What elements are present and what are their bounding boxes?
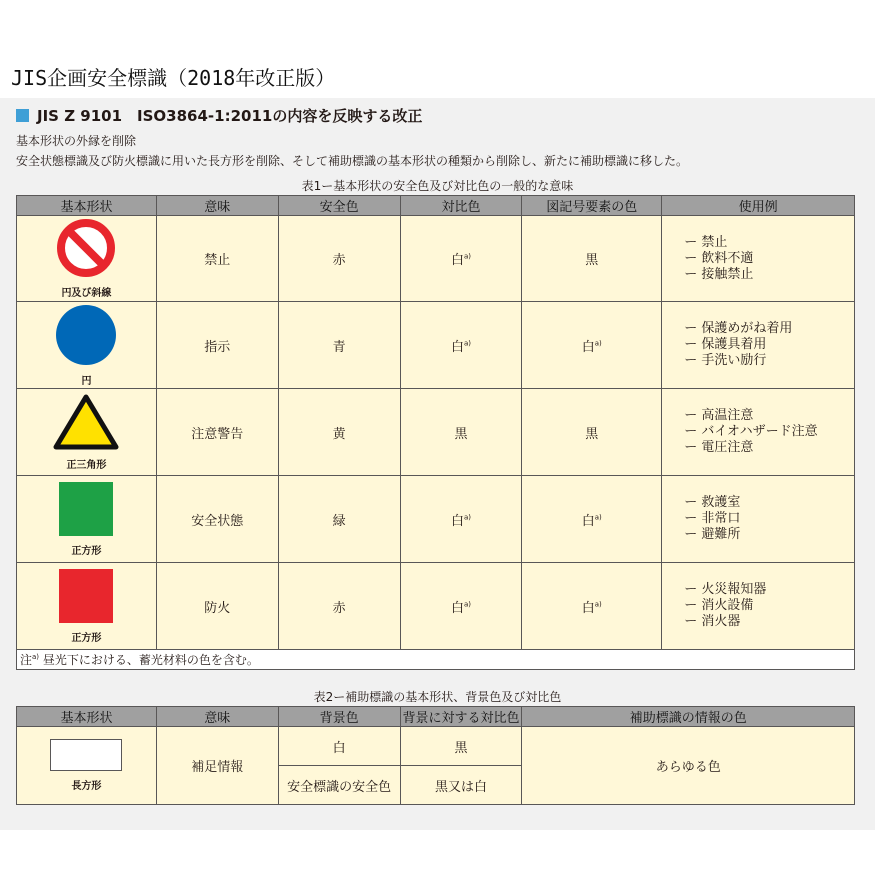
example-item: ー 高温注意 [684,408,754,423]
table2-caption: 表2ー補助標識の基本形状、背景色及び対比色 [313,690,562,704]
symbol-color-text: 黒 [585,253,599,268]
example-item: ー 避難所 [684,527,741,542]
footnote-marker: a) [594,600,602,609]
examples-cell [662,216,855,302]
safety-color-cell: 青 [278,302,400,389]
table1 [16,195,855,670]
shape-label: 長方形 [71,781,102,792]
footnote-marker: a) [463,252,471,261]
shape-label: 円及び斜線 [61,288,112,299]
shape-label: 正三角形 [66,459,107,471]
contrast-color-cell [400,563,522,650]
footnote-marker: a) [594,339,602,348]
examples-cell [662,302,855,389]
shape-cell [17,563,157,650]
header-cell: 図記号要素の色 [522,196,662,216]
table-row [17,727,855,766]
table1-note [17,650,855,670]
symbol-color-text: 黒 [585,426,599,442]
table-row [17,216,855,302]
meaning-cell: 防火 [156,563,278,650]
white-rectangle-icon [50,739,122,771]
footnote-marker: a) [463,600,471,609]
symbol-color-cell [522,563,662,650]
background-color-cell: 安全標識の安全色 [278,766,400,805]
contrast-color-text: 白 [450,339,464,355]
footnote-marker: a) [463,339,471,348]
symbol-color-text: 白 [581,339,595,355]
contrast-color-text: 白 [450,600,464,616]
header-cell: 基本形状 [17,707,157,727]
symbol-color-text: 白 [581,513,595,529]
contrast-color-cell: 黒又は白 [400,766,522,805]
example-item: ー 保護めがね着用 [684,321,793,336]
example-item: ー バイオハザード注意 [684,424,818,439]
shape-cell [17,302,157,389]
meaning-cell: 注意警告 [156,389,278,476]
table-row [17,563,855,650]
section-heading-text: JIS Z 9101 ISO3864-1:2011の内容を反映する改正 [37,107,423,125]
header-cell: 安全色 [278,196,400,216]
example-item: ー 保護具着用 [684,337,767,352]
contrast-color-text: 白 [450,253,464,268]
footnote-marker: a) [594,513,602,522]
shape-cell [17,476,157,563]
table2 [16,706,855,805]
table-row [17,302,855,389]
example-item: ー 飲料不適 [684,250,754,266]
paragraph-1: 基本形状の外縁を削除 [16,134,137,148]
symbol-color-cell [522,476,662,563]
contrast-color-cell [400,476,522,563]
header-cell: 対比色 [400,196,522,216]
safety-color-cell: 緑 [278,476,400,563]
page-title: JIS企画安全標識（2018年改正版） [11,66,336,90]
shape-cell [17,727,157,805]
example-item: ー 電圧注意 [684,440,754,455]
red-square-icon [59,569,113,623]
prohibition-circle-icon [56,218,116,278]
table1-note-row [17,650,855,670]
safety-color-cell: 赤 [278,563,400,650]
section-heading [16,105,422,126]
meaning-cell: 補足情報 [156,727,278,805]
symbol-color-text: 白 [581,600,595,616]
meaning-cell: 指示 [156,302,278,389]
note-prefix: 注 [20,653,33,667]
table2-header-row [17,707,855,727]
shape-label: 正方形 [71,545,102,557]
blue-circle-icon [55,304,117,366]
example-item: ー 消火器 [684,614,741,629]
shape-label: 円 [81,375,92,387]
table-row [17,389,855,476]
example-item: ー 非常口 [684,511,741,526]
footnote-marker: a) [32,653,40,661]
square-bullet-icon [16,109,29,122]
shape-label: 正方形 [71,632,102,644]
header-cell: 意味 [156,196,278,216]
contrast-color-cell: 黒 [400,727,522,766]
table1-header-row [17,196,855,216]
examples-cell [662,476,855,563]
example-item: ー 火災報知器 [684,582,767,597]
safety-color-cell: 黄 [278,389,400,476]
paragraph-2: 安全状態標識及び防火標識に用いた長方形を削除、そして補助標識の基本形状の種類から削除し、新たに補助標識に移した。 [16,154,689,168]
examples-cell [662,563,855,650]
safety-color-cell: 赤 [278,216,400,302]
contrast-color-cell [400,389,522,476]
example-item: ー 救護室 [684,495,741,510]
header-cell: 背景に対する対比色 [400,707,522,727]
table-row [17,476,855,563]
examples-cell [662,389,855,476]
header-cell: 背景色 [278,707,400,727]
header-cell: 補助標識の情報の色 [522,707,855,727]
table1-caption: 表1ー基本形状の安全色及び対比色の一般的な意味 [301,179,574,193]
symbol-color-cell [522,389,662,476]
green-square-icon [59,482,113,536]
background-color-cell: 白 [278,727,400,766]
footnote-marker: a) [463,513,471,522]
meaning-cell: 安全状態 [156,476,278,563]
yellow-triangle-icon [53,394,119,450]
example-item: ー 手洗い励行 [684,353,767,368]
example-item: ー 接触禁止 [684,266,754,282]
symbol-color-cell [522,216,662,302]
contrast-color-cell [400,302,522,389]
symbol-color-cell [522,302,662,389]
meaning-cell: 禁止 [156,216,278,302]
example-item: ー 禁止 [684,234,728,250]
contrast-color-cell [400,216,522,302]
header-cell: 使用例 [662,196,855,216]
contrast-color-text: 白 [450,513,464,529]
contrast-color-text: 黒 [454,426,468,442]
info-color-cell: あらゆる色 [522,727,855,805]
header-cell: 基本形状 [17,196,157,216]
header-cell: 意味 [156,707,278,727]
note-text: 昼光下における、蓄光材料の色を含む。 [42,653,259,667]
example-item: ー 消火設備 [684,598,754,613]
shape-cell [17,216,157,302]
shape-cell [17,389,157,476]
